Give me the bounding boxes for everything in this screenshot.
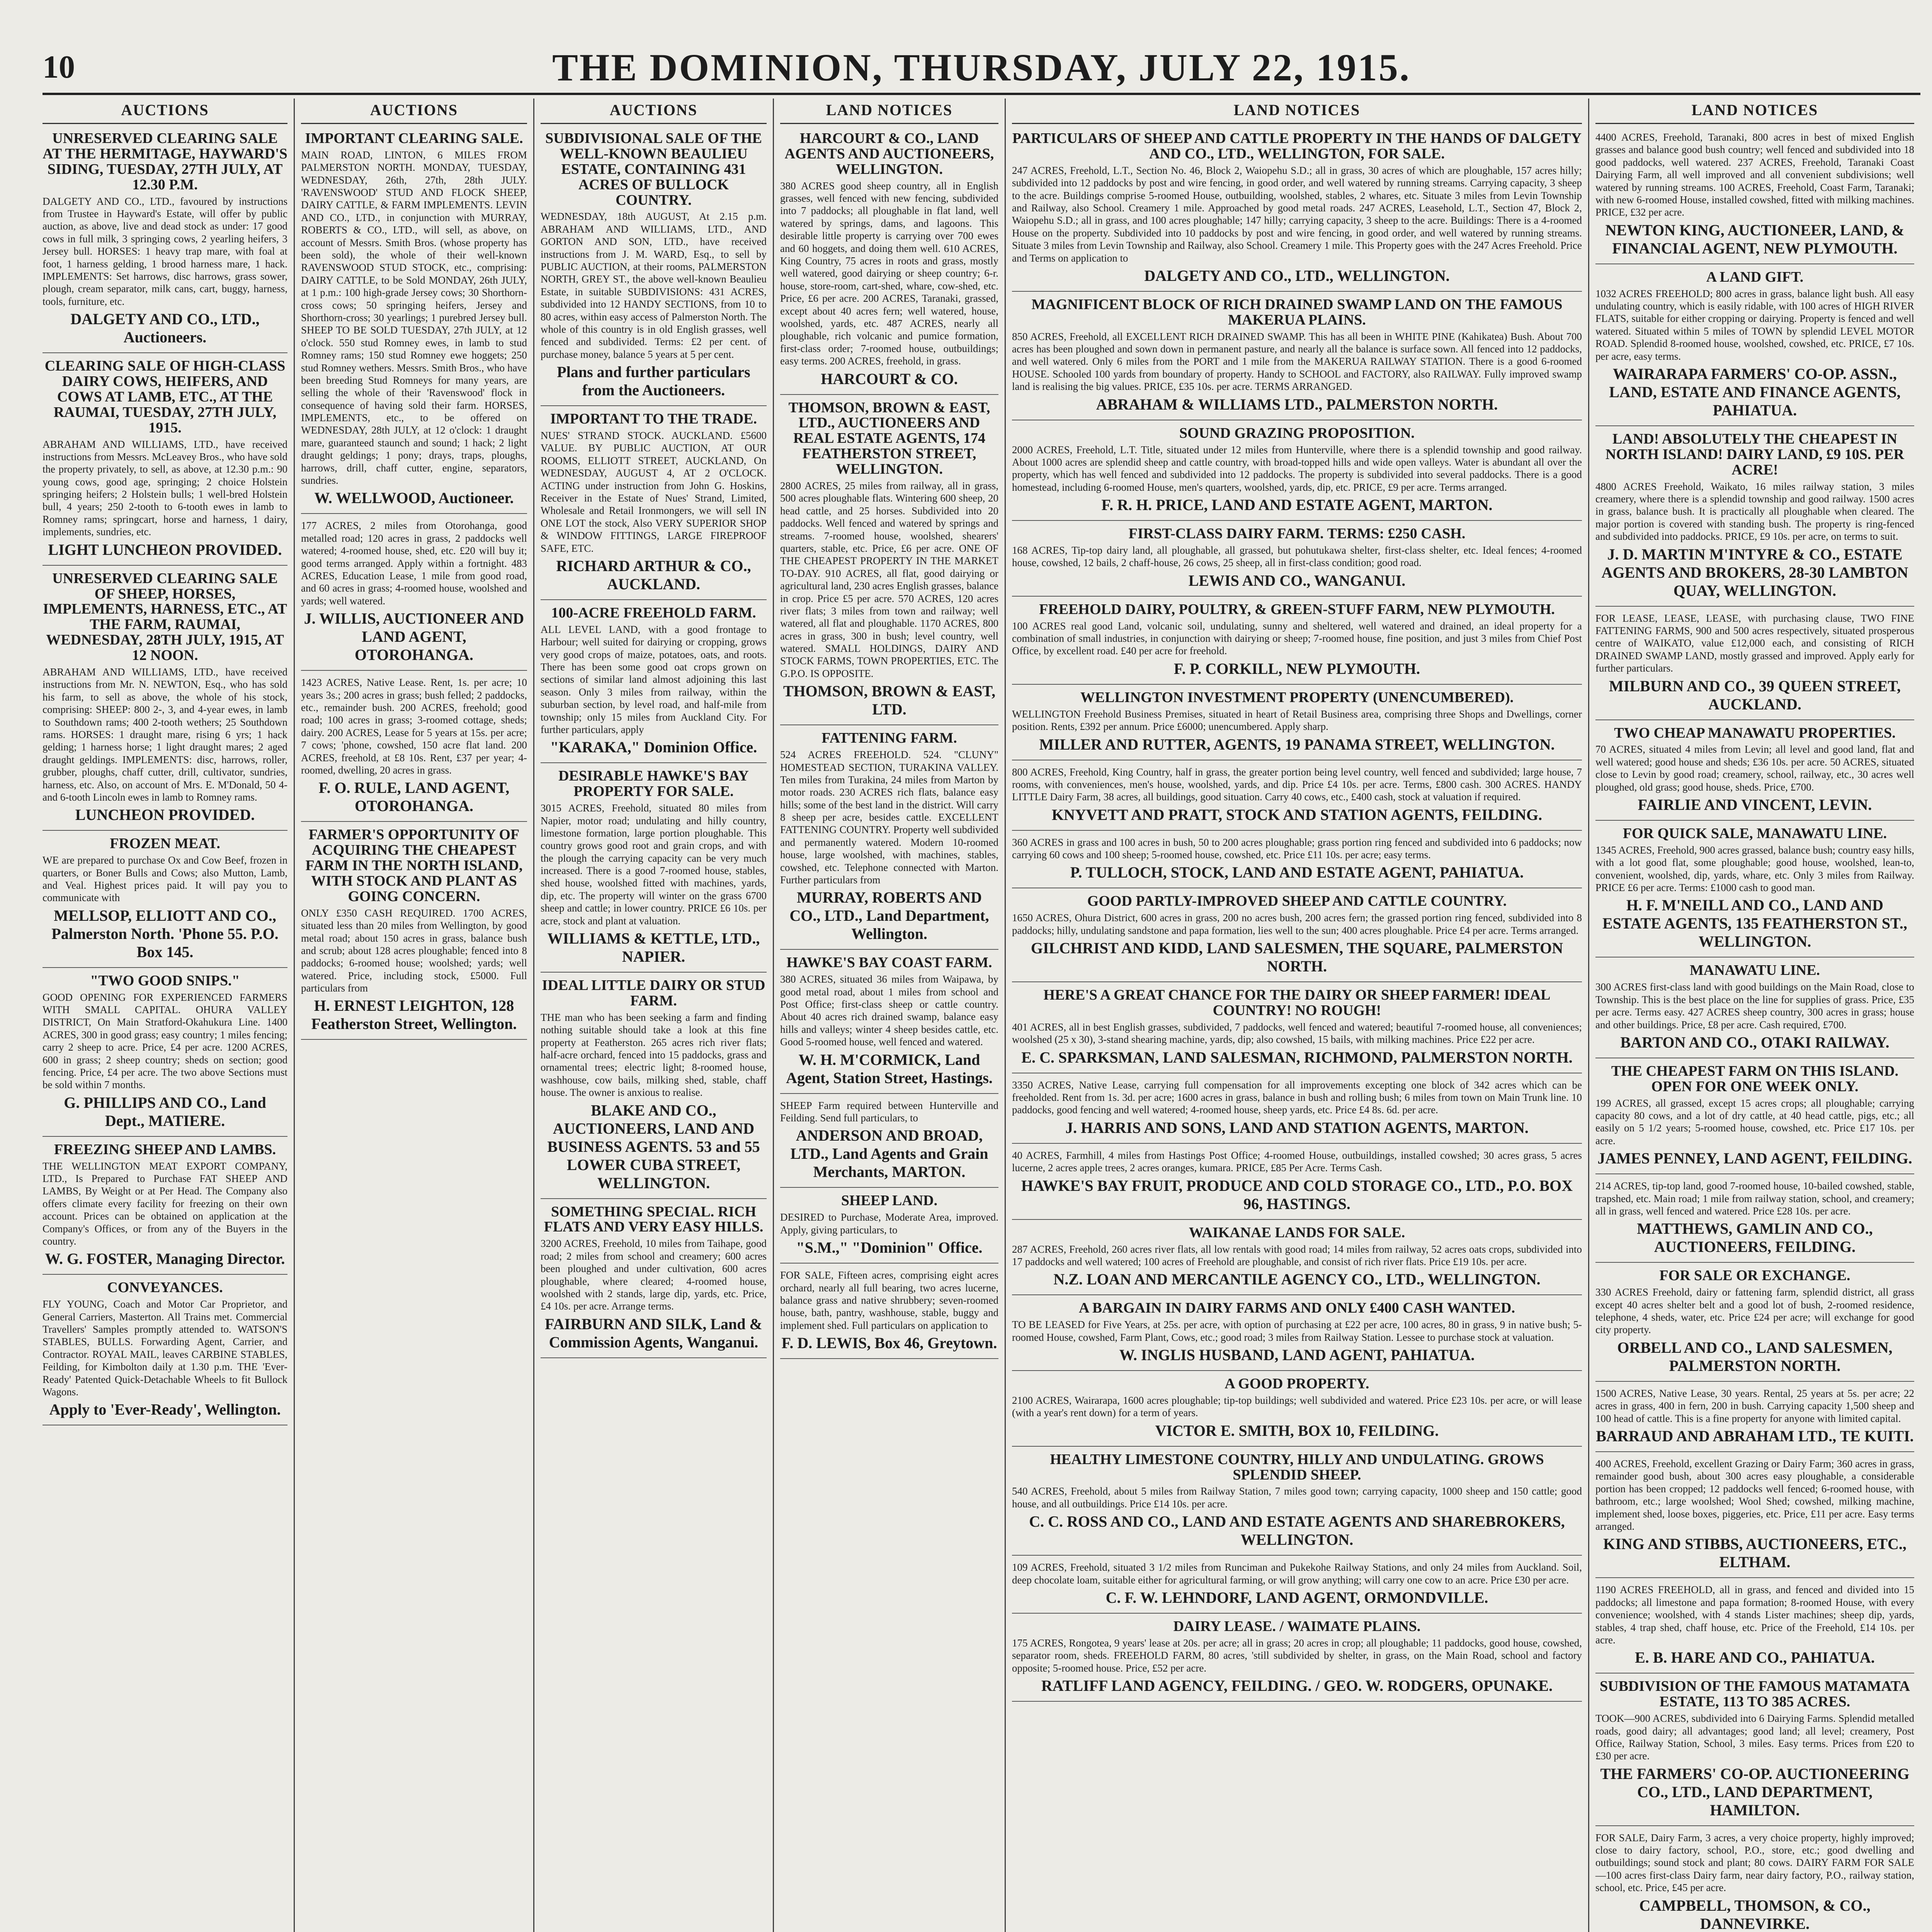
advertisement (301, 827, 527, 1040)
ad-body: 380 ACRES, situated 36 miles from Waipawa, by good metal road, about 1 miles from school and Post Office; first-class sheep or cattle country. About 40 acres rich drained swamp, balance easy hills and valleys; winter 4 sheep besides cattle, etc. Good 5-roomed house, well fenced and watered. (780, 973, 998, 1048)
advertisement (1012, 526, 1582, 597)
ad-signature: THOMSON, BROWN & EAST, LTD. (783, 682, 996, 718)
ad-signature: GILCHRIST AND KIDD, LAND SALESMEN, THE SQUARE, PALMERSTON NORTH. (1031, 939, 1563, 975)
ad-signature: C. C. ROSS AND CO., LAND AND ESTATE AGENTS AND SHAREBROKERS, WELLINGTON. (1029, 1513, 1565, 1549)
column-3 (533, 99, 773, 1932)
ad-body: 1032 ACRES FREEHOLD; 800 acres in grass, balance light bush. All easy undulating country, which is easily ridable, with 100 acres of HIGH RIVER FLATS, suitable for either cropping or dairying. Property is fenced and well watered. Situated within 5 miles of TOWN by splendid LEVEL MOTOR ROAD. Splendid 8-roomed house, woolshed, cowshed, etc. PRICE, £7 10s. per acre, easy terms. (1595, 287, 1914, 362)
advertisement (1012, 1619, 1582, 1702)
ad-body: THE man who has been seeking a farm and finding nothing suitable should take a look at this fine property at Featherston. 265 acres rich river flats; half-acre orchard, fenced into 15 paddocks, grass and ornamental trees; electric light; 8-roomed house, washhouse, cow bails, milking shed, stable, chaff house. The owner is anxious to realise. (541, 1011, 767, 1099)
ad-signature: Plans and further particulars from the Auctioneers. (557, 363, 750, 399)
ad-signature: RATLIFF LAND AGENCY, FEILDING. / GEO. W. RODGERS, OPUNAKE. (1041, 1677, 1553, 1695)
ad-heading: SUBDIVISION OF THE FAMOUS MATAMATA ESTATE, 113 TO 385 ACRES. (1600, 1678, 1910, 1710)
ad-signature: KING AND STIBBS, AUCTIONEERS, ETC., ELTHAM. (1603, 1535, 1906, 1571)
ad-signature: MILBURN AND CO., 39 QUEEN STREET, AUCKLAND. (1609, 677, 1901, 713)
advertisement (780, 400, 998, 726)
column-6 (1588, 99, 1920, 1932)
advertisement (541, 978, 767, 1199)
advertisement (1012, 1561, 1582, 1614)
ad-signature: J. WILLIS, AUCTIONEER AND LAND AGENT, OTOROHANGA. (304, 610, 524, 664)
ad-signature: RICHARD ARTHUR & CO., AUCKLAND. (556, 557, 751, 593)
ad-body: 540 ACRES, Freehold, about 5 miles from Railway Station, 7 miles good town; carrying capacity, 1000 sheep and 150 cattle; good house, and all outbuildings. Price £14 10s. per acre. (1012, 1485, 1582, 1510)
ad-body: 850 ACRES, Freehold, all EXCELLENT RICH DRAINED SWAMP. This has all been in WHITE PINE (Kahikatea) Bush. About 700 acres has been ploughed and sown down in permanent pasture, and nearly all the balance is surface sown. All fenced into 12 paddocks, and well watered. Only 6 miles from the PORT and 1 mile from the MAKERUA RAILWAY STATION. There is a good 6-roomed HOUSE. Schooled 100 yards from boundary of property. Handy to SCHOOL and FACTORY, also RAILWAY. Fully improved swamp land is realising the big values. PRICE, £35 10s. per acre. TERMS ARRANGED. (1012, 330, 1582, 393)
advertisement (1595, 1583, 1914, 1673)
ad-signature: WAIRARAPA FARMERS' CO-OP. ASSN., LAND, ESTATE AND FINANCE AGENTS, PAHIATUA. (1609, 365, 1901, 419)
ad-signature: J. D. MARTIN M'INTYRE & CO., ESTATE AGENTS AND BROKERS, 28-30 LAMBTON QUAY, WELLINGTON. (1601, 545, 1908, 599)
advertisement (43, 359, 287, 566)
ad-signature: MELLSOP, ELLIOTT AND CO., Palmerston North. 'Phone 55. P.O. Box 145. (51, 906, 279, 961)
advertisement (1012, 1079, 1582, 1144)
advertisement (541, 131, 767, 406)
ad-heading: FATTENING FARM. (821, 730, 957, 747)
ad-body: 168 ACRES, Tip-top dairy land, all ploughable, all grassed, but pohutukawa shelter, first-class shelter, etc. Ideal fences; 4-roomed house, cowshed, 12 bails, 2 chaff-house, 26 cows, 25 sheep, all in first-class condition; good road. (1012, 544, 1582, 569)
ad-heading: SUBDIVISIONAL SALE OF THE WELL-KNOWN BEAULIEU ESTATE, CONTAINING 431 ACRES OF BULLOCK COUNTRY. (545, 130, 762, 208)
advertisement (43, 131, 287, 353)
ad-body: 4400 ACRES, Freehold, Taranaki, 800 acres in best of mixed English grasses and balance good bush country; well fenced and subdivided into 18 good paddocks, well watered. 237 ACRES, Freehold, Taranaki Coast Dairying Farm, all well improved and all convenient subdivisions; well watered by running streams. 100 ACRES, Freehold, Coast Farm, Taranaki; with new 6-roomed House, installed cowshed, fitted with milking machines. PRICE, £32 per acre. (1595, 131, 1914, 218)
column-heading: AUCTIONS (301, 99, 527, 124)
column-heading: LAND NOTICES (1595, 99, 1914, 124)
ad-heading: MAGNIFICENT BLOCK OF RICH DRAINED SWAMP LAND ON THE FAMOUS MAKERUA PLAINS. (1031, 296, 1563, 328)
column-heading: LAND NOTICES (780, 99, 998, 124)
ad-body: 4800 ACRES Freehold, Waikato, 16 miles railway station, 3 miles creamery, where there is a splendid township and good railway. 1500 acres in grass, balance bush. It is practically all ploughable when cleared. The major portion is covered with standing bush. The property is ring-fenced and subdivided into paddocks. PRICE, £9 10s. per acre, on terms to suit. (1595, 480, 1914, 543)
ad-body: TOOK—900 ACRES, subdivided into 6 Dairying Farms. Splendid metalled roads, good dairy; all advantages; good land; all level; creamery, Post Office, Railway Station, School, 3 miles. Easy terms. Prices from £20 to £30 per acre. (1595, 1713, 1914, 1762)
ad-body: 360 ACRES in grass and 100 acres in bush, 50 to 200 acres ploughable; grass portion ring fenced and subdivided into 6 paddocks; now carrying 60 cows and 100 sheep; 5-roomed house, cowshed, etc. Price £11 10s. per acre; easy terms. (1012, 836, 1582, 861)
ad-heading: CLEARING SALE OF HIGH-CLASS DAIRY COWS, HEIFERS, AND COWS AT LAMB, ETC., AT THE RAUMAI, TUESDAY, 27TH JULY, 1915. (44, 358, 286, 436)
ad-heading: WELLINGTON INVESTMENT PROPERTY (UNENCUMBERED). (1080, 689, 1514, 706)
advertisement (780, 1099, 998, 1188)
advertisement (780, 1269, 998, 1359)
ad-signature: BARTON AND CO., OTAKI RAILWAY. (1620, 1033, 1889, 1051)
ad-body: 330 ACRES Freehold, dairy or fattening farm, splendid district, all grass except 40 acres shelter belt and a good lot of bush, 2-roomed residence, telephone, 4 sheds, water, etc. Price £24 per acre; will exchange for good city property. (1595, 1286, 1914, 1336)
ad-body: 177 ACRES, 2 miles from Otorohanga, good metalled road; 120 acres in grass, 2 paddocks well watered; 4-roomed house, shed, etc. £20 will buy it; good terms arranged. Apply within a fortnight. 483 ACRES, Education Lease, 1 mile from good road, and 60 acres in grass; 4-roomed house, woolshed and yards; well watered. (301, 520, 527, 607)
ad-body: 175 ACRES, Rongotea, 9 years' lease at 20s. per acre; all in grass; 20 acres in crop; all ploughable; 11 paddocks, good house, cowshed, separator room, sheds. FREEHOLD FARM, 80 acres, 'still subdivided by shelter, in grass, on the Main Road, school and factory opposite; 5-roomed house. Price, £52 per acre. (1012, 1637, 1582, 1674)
ad-body: ABRAHAM AND WILLIAMS, LTD., have received instructions from Messrs. McLeavey Bros., who have sold the property privately, to sell, as above, at 12.30 p.m.: 90 young cows, good age, springing; 2 choice Holstein springing heifers; 2 Holstein bulls; 1 well-bred Holstein bull, 4 years; 250 2-tooth to 6-tooth ewes in lamb to Romney rams; springcart, horse and harness, 1 dairy, implements, sundries, etc. (43, 438, 287, 538)
ad-signature: LUNCHEON PROVIDED. (75, 806, 255, 824)
page-number: 10 (43, 49, 75, 85)
ad-heading: FIRST-CLASS DAIRY FARM. TERMS: £250 CASH. (1128, 526, 1466, 542)
advertisement (1595, 1064, 1914, 1174)
advertisement (1595, 1832, 1914, 1932)
advertisement (43, 571, 287, 831)
advertisement (541, 605, 767, 763)
ad-heading: SOUND GRAZING PROPOSITION. (1179, 425, 1415, 441)
ad-signature: JAMES PENNEY, LAND AGENT, FEILDING. (1597, 1150, 1912, 1167)
ad-body: 1423 ACRES, Native Lease. Rent, 1s. per acre; 10 years 3s.; 200 acres in grass; bush felled; 2 paddocks, etc., remainder bush. 200 ACRES, freehold; good road; 100 acres in grass; 3-roomed cottage, sheds; dairy. 200 ACRES, Lease for 5 years at 15s. per acre; 7 cows; 'phone, cowshed, 150 acre flat land. 200 ACRES, freehold, at £8 10s. Rent, £37 per year; 4-roomed, dwelling, 20 acres in grass. (301, 677, 527, 776)
column-1 (43, 99, 294, 1932)
ad-body: 1345 ACRES, Freehold, 900 acres grassed, balance bush; country easy hills, with a lot good flat, some ploughable; good house, woolshed, lean-to, convenient, woolshed, dip, yards, whare, etc. Only 3 miles from Railway. PRICE £6 per acre. Terms: £1000 cash to good man. (1595, 844, 1914, 894)
advertisement (1595, 1180, 1914, 1263)
ad-heading: A LAND GIFT. (1706, 269, 1804, 285)
ad-body: 100 ACRES real good Land, volcanic soil, undulating, sunny and sheltered, well watered and drained, an ideal property for a combination of small industries, in conjunction with dairying or sheep; 7-roomed house, fine position, and just 3 miles from Chief Post Office, by excellent road. £40 per acre for freehold. (1012, 620, 1582, 657)
ad-signature: N.Z. LOAN AND MERCANTILE AGENCY CO., LTD., WELLINGTON. (1053, 1270, 1541, 1288)
ad-signature: P. TULLOCH, STOCK, LAND AND ESTATE AGENT, PAHIATUA. (1070, 864, 1524, 881)
ad-signature: W. WELLWOOD, Auctioneer. (314, 489, 514, 507)
ad-heading: FROZEN MEAT. (110, 835, 220, 852)
column-heading: AUCTIONS (541, 99, 767, 124)
ad-heading: WAIKANAE LANDS FOR SALE. (1189, 1224, 1405, 1241)
columns-container (43, 99, 1920, 1932)
ad-body: WEDNESDAY, 18th AUGUST, At 2.15 p.m. ABRAHAM AND WILLIAMS, LTD., AND GORTON AND SON, LTD., have received instructions from J. M. WARD, Esq., to sell by PUBLIC AUCTION, at their rooms, PALMERSTON NORTH, GREY ST., the above well-known Beaulieu Estate, in suitable SUBDIVISIONS: 431 ACRES, subdivided into 12 HANDY SECTIONS, from 10 to 80 acres, within easy access of Palmerston North. The whole of this country is in old English grasses, well fenced and subdivided. Terms: £2 per cent. of purchase money, balance 5 years at 5 per cent. (541, 211, 767, 360)
advertisement (1595, 1268, 1914, 1381)
advertisement (1595, 270, 1914, 426)
advertisement (1012, 836, 1582, 889)
ad-body: 1500 ACRES, Native Lease, 30 years. Rental, 25 years at 5s. per acre; 22 acres in grass, 400 in fern, 200 in bush. Carrying capacity 1,500 sheep and 100 head of cattle. This is a fine property for anyone with limited capital. (1595, 1387, 1914, 1424)
ad-body: ABRAHAM AND WILLIAMS, LTD., have received instructions from Mr. N. NEWTON, Esq., who has sold his farm, to sell as above, the whole of his stock, comprising: SHEEP: 800 2-, 3, and 4-year ewes, in lamb to Southdown rams; 400 2-tooth wethers; 25 Southdown rams. HORSES: 1 draught mare, rising 6 yrs; 1 hack gelding; 1 harness horse; 1 light draught mares; 2 aged draught geldings. IMPLEMENTS: disc, harrows, roller, grubber, ploughs, chaff cutter, drill, cultivator, sundries, harness, etc. Also, on account of Mrs. E. M'Donald, 50 4- and 6-tooth Lincoln ewes in lamb to Romney rams. (43, 666, 287, 803)
ad-heading: CONVEYANCES. (107, 1279, 223, 1296)
advertisement (541, 412, 767, 600)
ad-heading: DESIRABLE HAWKE'S BAY PROPERTY FOR SALE. (558, 768, 749, 800)
ad-signature: W. INGLIS HUSBAND, LAND AGENT, PAHIATUA. (1119, 1346, 1475, 1364)
masthead (43, 44, 1920, 95)
column-heading: AUCTIONS (43, 99, 287, 124)
advertisement (1012, 602, 1582, 685)
ad-body: TO BE LEASED for Five Years, at 25s. per acre, with option of purchasing at £22 per acre, 100 acres, 80 in grass, 9 in native bush; 5-roomed House, cowshed, Farm Plant, Cows, etc.; good road; 3 miles from Railway Station. Lessee to purchase stock at valuation. (1012, 1319, 1582, 1343)
advertisement (1595, 1458, 1914, 1578)
ad-signature: DALGETY AND CO., LTD., Auctioneers. (70, 310, 260, 346)
ad-body: DESIRED to Purchase, Moderate Area, improved. Apply, giving particulars, to (780, 1211, 998, 1236)
ad-heading: GOOD PARTLY-IMPROVED SHEEP AND CATTLE COUNTRY. (1087, 893, 1507, 910)
ad-signature: W. H. M'CORMICK, Land Agent, Station Street, Hastings. (786, 1051, 993, 1087)
ad-heading: FREEHOLD DAIRY, POULTRY, & GREEN-STUFF FARM, NEW PLYMOUTH. (1039, 601, 1555, 617)
ad-heading: DAIRY LEASE. / WAIMATE PLAINS. (1173, 1618, 1421, 1634)
ad-body: 401 ACRES, all in best English grasses, subdivided, 7 paddocks, well fenced and watered; beautiful 7-roomed house, all conveniences; woolshed (25 x 30), 3-stand shearing machine, yards, dip; also cowshed, 15 bails, with milking machines. Price £22 per acre. (1012, 1021, 1582, 1046)
advertisement (780, 731, 998, 950)
advertisement (1012, 426, 1582, 521)
advertisement (1012, 1376, 1582, 1447)
advertisement (301, 131, 527, 514)
ad-body: ONLY £350 CASH REQUIRED. 1700 ACRES, situated less than 20 miles from Wellington, by good metal road; about 150 acres in grass, balance bush and scrub; about 128 acres ploughable; fenced into 8 paddocks; 6-roomed house; woolshed; yards; well watered. Price, including stock, £5000. Full particulars from (301, 907, 527, 994)
advertisement (1595, 726, 1914, 821)
advertisement (1595, 612, 1914, 720)
ad-heading: PARTICULARS OF SHEEP AND CATTLE PROPERTY IN THE HANDS OF DALGETY AND CO., LTD., WELLINGTON, FOR SALE. (1012, 130, 1582, 162)
ad-heading: THOMSON, BROWN & EAST, LTD., AUCTIONEERS AND REAL ESTATE AGENTS, 174 FEATHERSTON STREET, WELLINGTON. (788, 399, 990, 478)
ad-signature: ANDERSON AND BROAD, LTD., Land Agents and Grain Merchants, MARTON. (790, 1127, 988, 1181)
ad-body: 380 ACRES good sheep country, all in English grasses, well fenced with new fencing, subdivided into 7 paddocks; all ploughable in flat land, well watered by springs, dams, and lagoons. This desirable little property is carrying over 700 ewes and 60 hoggets, and doing them well. 610 ACRES, King Country, 75 acres in roots and grass, mostly well watered, good dairying or sheep country; 6-r. house, store-room, cart-shed, whare, cow-shed, etc. Price, £6 per acre. 200 ACRES, Taranaki, grassed, except about 40 acres fern; well watered, house, woolshed, yards, etc. 487 ACRES, nearly all ploughable, rich volcanic and pumice formation, first-class order; 7-roomed house, outbuildings; easy terms. 200 ACRES, freehold, in grass. (780, 180, 998, 367)
ad-body: 2100 ACRES, Wairarapa, 1600 acres ploughable; tip-top buildings; well subdivided and watered. Price £23 10s. per acre, or will lease (with a year's rent down) for a term of years. (1012, 1394, 1582, 1419)
advertisement (1012, 690, 1582, 760)
ad-signature: CAMPBELL, THOMSON, & CO., DANNEVIRKE. (1639, 1896, 1871, 1932)
newspaper-title: THE DOMINION, THURSDAY, JULY 22, 1915. (552, 46, 1411, 89)
ad-body: FLY YOUNG, Coach and Motor Car Proprietor, and General Carriers, Masterton. All Trains met. Commercial Travellers' Samples promptly attended to. WATSON'S STABLES, BULLS. Forwarding Agent, Carrier, and Contractor. ROYAL MAIL, leaves CARBINE STABLES, Feilding, for Kimbolton daily at 1.30 p.m. THE 'Ever-Ready' Patented Quick-Detachable Wheels to fit Bullock Wagons. (43, 1298, 287, 1398)
ad-heading: UNRESERVED CLEARING SALE OF SHEEP, HORSES, IMPLEMENTS, HARNESS, ETC., AT THE FARM, RAUMAI, WEDNESDAY, 28TH JULY, 1915, AT 12 NOON. (43, 570, 287, 664)
ad-heading: IDEAL LITTLE DAIRY OR STUD FARM. (542, 977, 765, 1009)
ad-body: 247 ACRES, Freehold, L.T., Section No. 46, Block 2, Waiopehu S.D.; all in grass, 30 acres of which are ploughable, 157 acres hilly; subdivided into 12 paddocks by post and wire fencing, in good order, and well watered by running streams. Carrying capacity, 3 sheep to the acre. Buildings comprise 5-roomed House, outbuilding, woolshed, stables, 2 whares, etc. Situate 3 miles from Levin Township and Railway, also School. Creamery 1 mile. Approached by good metal roads. 247 ACRES, Leasehold, L.T., Section 47, Block 2, Waiopehu S.D.; all in grass, and 100 acres ploughable; 147 hilly; carrying capacity, 3 sheep to the acre. Buildings: There is a 4-roomed House on the property. Subdivided into 10 paddocks by post and wire fencing, in good order, and well watered by running streams. Situate 3 miles from Levin Township and Railway, also School. Creamery 1 mile. This Property goes with the 247 Acres Freehold. Price and Terms on application to (1012, 164, 1582, 264)
ad-signature: HARCOURT & CO. (821, 370, 958, 388)
ad-body: 109 ACRES, Freehold, situated 3 1/2 miles from Runciman and Pukekohe Railway Stations, and only 24 miles from Auckland. Soil, deep chocolate loam, suitable either for agricultural farming, or will grow anything; will carry one cow to an acre. Price £30 per acre. (1012, 1561, 1582, 1586)
ad-heading: A BARGAIN IN DAIRY FARMS AND ONLY £400 CASH WANTED. (1079, 1300, 1515, 1316)
advertisement (301, 676, 527, 822)
ad-signature: LIGHT LUNCHEON PROVIDED. (48, 541, 282, 558)
ad-heading: FREEZING SHEEP AND LAMBS. (54, 1141, 276, 1158)
ad-body: 287 ACRES, Freehold, 260 acres river flats, all low rentals with good road; 14 miles from railway, 52 acres oats crops, subdivided into 17 paddocks and well watered; 100 acres of Freehold are ploughable, and consist of rich river flats. Price £19 10s. per acre. (1012, 1243, 1582, 1267)
ad-body: 3350 ACRES, Native Lease, carrying full compensation for all improvements excepting one block of 342 acres which can be freeholded. Rent from 1s. 3d. per acre; 1600 acres in grass, balance in bush and rolling bush; 6 miles from town on Main Trunk line. 10 paddocks, good fencing and well watered; 4-roomed house, sheep yards, etc. Price £4 8s. 6d. per acre. (1012, 1079, 1582, 1116)
ad-heading: SOMETHING SPECIAL. RICH FLATS AND VERY EASY HILLS. (544, 1203, 764, 1235)
ad-heading: HEALTHY LIMESTONE COUNTRY, HILLY AND UNDULATING. GROWS SPLENDID SHEEP. (1050, 1451, 1544, 1483)
ad-signature: F. R. H. PRICE, LAND AND ESTATE AGENT, MARTON. (1101, 496, 1493, 514)
ad-signature: NEWTON KING, AUCTIONEER, LAND, & FINANCIAL AGENT, NEW PLYMOUTH. (1605, 221, 1905, 257)
advertisement (43, 973, 287, 1137)
advertisement (780, 131, 998, 395)
ad-body: 3015 ACRES, Freehold, situated 80 miles from Napier, motor road; undulating and hilly country, limestone formation, large portion ploughable. This country grows good root and grain crops, and with the plough the carrying capacity can be very much increased. There is a good 7-roomed house, stables, shed house, woolshed fitted with machines, yards, dip, etc. The property will winter on the grass 6700 sheep and cattle; in lower country. PRICE £6 10s. per acre, stock and plant at valuation. (541, 802, 767, 927)
ad-signature: KNYVETT AND PRATT, STOCK AND STATION AGENTS, FEILDING. (1051, 806, 1543, 823)
advertisement (1595, 131, 1914, 264)
advertisement (1012, 1225, 1582, 1296)
ad-signature: FAIRLIE AND VINCENT, LEVIN. (1638, 796, 1872, 813)
advertisement (1595, 1679, 1914, 1826)
ad-body: 524 ACRES FREEHOLD. 524. "CLUNY" HOMESTEAD SECTION, TURAKINA VALLEY. Ten miles from Turakina, 24 miles from Marton by motor roads. 230 ACRES rich flats, balance easy hills; some of the best land in the district. Will carry 8 sheep per acre, besides cattle. EXCELLENT FATTENING COUNTRY. Property well subdivided and permanently watered. Modern 10-roomed house, large woolshed, with machines, stables, cowshed, etc. Telephone connected with Marton. Further particulars from (780, 749, 998, 886)
ad-heading: FARMER'S OPPORTUNITY OF ACQUIRING THE CHEAPEST FARM IN THE NORTH ISLAND, WITH STOCK AND PLANT AS GOING CONCERN. (305, 827, 523, 905)
ad-heading: A GOOD PROPERTY. (1225, 1375, 1369, 1392)
ad-body: MAIN ROAD, LINTON, 6 MILES FROM PALMERSTON NORTH. MONDAY, TUESDAY, WEDNESDAY, 26th, 27th, 28th JULY. 'RAVENSWOOD' STUD AND FLOCK SHEEP, DAIRY CATTLE, & FARM IMPLEMENTS. LEVIN AND CO., LTD., in conjunction with MURRAY, ROBERTS & CO., LTD., will sell, as above, on account of Messrs. Smith Bros. (whose property has been sold), the whole of their well-known RAVENSWOOD STUD STOCK, etc., comprising: DAIRY CATTLE, to be Sold MONDAY, 26th JULY, at 1 p.m.: 100 high-grade Jersey cows; 30 Shorthorn-cross cows; 50 springing heifers, Jersey and Shorthorn-cross; 30 yearlings; 1 purebred Jersey bull. SHEEP TO BE SOLD TUESDAY, 27th JULY, at 12 o'clock. 550 stud Romney ewes, in lamb to stud Romney rams; 150 stud Romney ewe hoggets; 250 stud Romney wethers. Messrs. Smith Bros., who have been breeding Stud Romneys for many years, are selling the whole of their 'Ravenswood' flock in consequence of having sold their farm. HORSES, IMPLEMENTS, etc., to be offered on WEDNESDAY, 28th JULY, at 12 o'clock: 1 draught mare, guaranteed staunch and sound; 1 hack; 2 light draught geldings; 1 pony; drays, traps, ploughs, harrows, drill, chaff cutter, engine, separators, sundries. (301, 149, 527, 486)
ad-body: THE WELLINGTON MEAT EXPORT COMPANY, LTD., Is Prepared to Purchase FAT SHEEP AND LAMBS, By Weight or at Per Head. The Company also offers climate every facility for freezing on their own account. Prices can be obtained on application at the Company's Offices, or from any of the Buyers in the country. (43, 1160, 287, 1247)
ad-signature: LEWIS AND CO., WANGANUI. (1188, 571, 1406, 589)
ad-body: NUES' STRAND STOCK. AUCKLAND. £5600 VALUE. BY PUBLIC AUCTION, AT OUR ROOMS, ELLIOTT STREET, AUCKLAND, On WEDNESDAY, AUGUST 4, AT 2 O'CLOCK. ACTING under instruction from John G. Hoskins, Receiver in the Estate of Nues' Strand, Limited, Wholesale and Retail Ironmongers, we will sell IN ONE LOT the stock, Also VERY SUPERIOR SHOP & WINDOW FITTINGS, LARGE FIREPROOF SAFE, ETC. (541, 430, 767, 554)
advertisement (780, 955, 998, 1094)
ad-body: FOR SALE, Fifteen acres, comprising eight acres orchard, nearly all full bearing, two acres lucerne, balance grass and native shrubbery; seven-roomed house, bath, pantry, washhouse, stable, buggy and implement shed. Full particulars on application to (780, 1269, 998, 1331)
ad-heading: 100-ACRE FREEHOLD FARM. (551, 604, 756, 621)
advertisement (1012, 1149, 1582, 1220)
ad-body: WELLINGTON Freehold Business Premises, situated in heart of Retail Business area, comprising three Shops and Dwellings, corner position. Rents, £392 per annum. Price £6000; unencumbered. Apply sharp. (1012, 708, 1582, 733)
ad-signature: WILLIAMS & KETTLE, LTD., NAPIER. (547, 930, 760, 966)
ad-signature: MILLER AND RUTTER, AGENTS, 19 PANAMA STREET, WELLINGTON. (1039, 735, 1555, 753)
advertisement (1012, 894, 1582, 982)
column-heading: LAND NOTICES (1012, 99, 1582, 124)
ad-heading: "TWO GOOD SNIPS." (90, 972, 240, 989)
ad-signature: "KARAKA," Dominion Office. (550, 738, 757, 756)
ad-signature: G. PHILLIPS AND CO., Land Dept., MATIERE. (64, 1094, 266, 1129)
column-5 (1005, 99, 1588, 1932)
ad-signature: F. O. RULE, LAND AGENT, OTOROHANGA. (318, 779, 510, 815)
ad-signature: ORBELL AND CO., LAND SALESMEN, PALMERSTON NORTH. (1617, 1338, 1893, 1374)
ad-signature: THE FARMERS' CO-OP. AUCTIONEERING CO., LTD., LAND DEPARTMENT, HAMILTON. (1600, 1765, 1910, 1819)
ad-heading: THE CHEAPEST FARM ON THIS ISLAND. OPEN FOR ONE WEEK ONLY. (1611, 1063, 1899, 1095)
ad-signature: VICTOR E. SMITH, BOX 10, FEILDING. (1155, 1422, 1439, 1439)
ad-signature: J. HARRIS AND SONS, LAND AND STATION AGENTS, MARTON. (1065, 1119, 1529, 1136)
ad-signature: F. D. LEWIS, Box 46, Greytown. (781, 1334, 997, 1352)
advertisement (1012, 131, 1582, 292)
ad-signature: H. ERNEST LEIGHTON, 128 Featherston Street, Wellington. (311, 997, 517, 1033)
ad-signature: MURRAY, ROBERTS AND CO., LTD., Land Department, Wellington. (789, 889, 989, 943)
ad-body: 300 ACRES first-class land with good buildings on the Main Road, close to Township. This is the best place on the line for supplies of grass. Price, £35 per acre. Terms easy. 427 ACRES sheep country, 300 acres in grass; house and other buildings. Price, £8 per acre. Cash required, £700. (1595, 981, 1914, 1031)
ad-signature: BARRAUD AND ABRAHAM LTD., TE KUITI. (1596, 1427, 1914, 1445)
ad-body: 800 ACRES, Freehold, King Country, half in grass, the greater portion being level country, well fenced and subdivided; large house, 7 rooms, with conveniences, men's house, woolshed, yards, and dip. Price £4 10s. per acre. Terms, £800 cash. 300 ACRES. HANDY LITTLE Dairy Farm, 38 acres, all buildings, good situation. Carry 40 cows, etc., £400 cash, stock at valuation if required. (1012, 766, 1582, 803)
column-4 (773, 99, 1005, 1932)
ad-body: DALGETY AND CO., LTD., favoured by instructions from Trustee in Hayward's Estate, will offer by public auction, as above, live and dead stock as under: 17 good cows in full milk, 3 springing cows, 2 yearling heifers, 3 Jersey bull. HORSES: 1 heavy trap mare, with foal at foot, 1 harness gelding, 1 brood harness mare, 1 hack. IMPLEMENTS: Set harrows, disc harrows, grass sower, plough, cream separator, milk cans, cart, buggy, harness, tools, furniture, etc. (43, 195, 287, 307)
ad-heading: UNRESERVED CLEARING SALE AT THE HERMITAGE, HAYWARD'S SIDING, TUESDAY, 27TH JULY, AT 12.30 P.M. (43, 130, 287, 193)
ad-heading: LAND! ABSOLUTELY THE CHEAPEST IN NORTH ISLAND! DAIRY LAND, £9 10S. PER ACRE! (1605, 430, 1904, 478)
ad-heading: SHEEP LAND. (841, 1192, 938, 1209)
advertisement (43, 1280, 287, 1425)
ad-signature: H. F. M'NEILL AND CO., LAND AND ESTATE AGENTS, 135 FEATHERSTON ST., WELLINGTON. (1602, 896, 1907, 951)
advertisement (1595, 1387, 1914, 1452)
ad-heading: FOR SALE OR EXCHANGE. (1659, 1267, 1850, 1284)
advertisement (1595, 826, 1914, 957)
advertisement (1012, 766, 1582, 831)
advertisement (43, 1142, 287, 1275)
ad-signature: C. F. W. LEHNDORF, LAND AGENT, ORMONDVILLE. (1105, 1589, 1488, 1606)
advertisement (43, 836, 287, 968)
ad-body: 1190 ACRES FREEHOLD, all in grass, and fenced and divided into 15 paddocks; all limestone and papa formation; 8-roomed House, with every convenience; woolshed, with 4 stands Lister machines; sheep dip, yards, stables, 4 trap shed, chaff house, etc. Price of the Freehold, £14 10s. per acre. (1595, 1584, 1914, 1646)
ad-body: 2800 ACRES, 25 miles from railway, all in grass, 500 acres ploughable flats. Wintering 600 sheep, 20 head cattle, and 25 horses. Subdivided into 20 paddocks. Well fenced and watered by springs and streams. 7-roomed house, woolshed, shearers' quarters, stable, etc. Price, £6 per acre. ONE OF THE CHEAPEST PROPERTY IN THE MARKET TO-DAY. 910 ACRES, all flat, good dairying or agricultural land, 230 acres English grasses, balance in crop. Price £5 per acre. 570 ACRES, 120 acres river flats; 3 miles from town and railway; well watered, all flat and ploughable. 1170 ACRES, 800 acres in grass, 300 in bush; level country, well watered. SMALL HOLDINGS, DAIRY AND STOCK FARMS, TOWN PROPERTIES, ETC. The G.P.O. IS OPPOSITE. (780, 480, 998, 679)
ad-heading: IMPORTANT CLEARING SALE. (305, 130, 523, 146)
ad-signature: E. B. HARE AND CO., PAHIATUA. (1635, 1649, 1875, 1667)
ad-body: 1650 ACRES, Ohura District, 600 acres in grass, 200 no acres bush, 200 acres fern; the grassed portion ring fenced, subdivided into 8 paddocks; hilly, undulating sandstone and papa formation, lies well to the sun; 400 acres ploughable. Price £4 per acre. Terms arranged. (1012, 912, 1582, 936)
advertisement (1012, 297, 1582, 420)
ad-body: 400 ACRES, Freehold, excellent Grazing or Dairy Farm; 360 acres in grass, remainder good bush, about 300 acres easy ploughable, a considerable portion has been cropped; 12 paddocks well fenced; 6-roomed house, with bathroom, etc.; large woolshed; Wool Shed; cowshed, milking machine, implement shed, loose boxes, piggeries, etc. Price, £11 per acre. Easy terms arranged. (1595, 1458, 1914, 1532)
advertisement (780, 1193, 998, 1264)
ad-signature: FAIRBURN AND SILK, Land & Commission Agents, Wanganui. (545, 1315, 762, 1351)
advertisement (1012, 1301, 1582, 1371)
ad-heading: MANAWATU LINE. (1689, 962, 1820, 979)
advertisement (1595, 432, 1914, 607)
ad-signature: ABRAHAM & WILLIAMS LTD., PALMERSTON NORTH. (1096, 395, 1498, 413)
ad-heading: TWO CHEAP MANAWATU PROPERTIES. (1614, 724, 1896, 741)
ad-signature: BLAKE AND CO., AUCTIONEERS, LAND AND BUSINESS AGENTS. 53 and 55 LOWER CUBA STREET, WELLINGTON. (547, 1101, 760, 1192)
ad-body: 70 ACRES, situated 4 miles from Levin; all level and good land, flat and well watered; good house and sheds; £36 10s. per acre. 50 ACRES, situated close to Levin by good road; creamery, school, railway, etc., 30 acres well ploughed, old grass; good house, sheds. Price, £700. (1595, 743, 1914, 793)
ad-body: FOR LEASE, LEASE, LEASE, with purchasing clause, TWO FINE FATTENING FARMS, 900 and 500 acres respectively, situated prosperous centre of WAIKATO, value £12,000 each, and consisting of RICH DRAINED SWAMP LAND, mostly grassed and improved. Apply early for further particulars. (1595, 612, 1914, 674)
column-2 (294, 99, 533, 1932)
ad-body: 214 ACRES, tip-top land, good 7-roomed house, 10-bailed cowshed, stable, trapshed, etc. Main road; 1 mile from railway station, school, and creamery; all in grass, well fenced and watered. Price £28 10s. per acre. (1595, 1180, 1914, 1217)
ad-signature: W. G. FOSTER, Managing Director. (45, 1250, 285, 1268)
ad-body: 40 ACRES, Farmhill, 4 miles from Hastings Post Office; 4-roomed House, outbuildings, installed cowshed; 30 acres grass, 5 acres lucerne, 2 acres apple trees, 2 acres oranges, kumara. PRICE, £85 Per Acre. Terms Cash. (1012, 1149, 1582, 1174)
ad-signature: HAWKE'S BAY FRUIT, PRODUCE AND COLD STORAGE CO., LTD., P.O. BOX 96, HASTINGS. (1021, 1177, 1573, 1213)
ad-body: ALL LEVEL LAND, with a good frontage to Harbour; well suited for dairying or cropping, grows very good crops of maize, potatoes, oats, and roots. There has been some good oat crops grown on sections of similar land almost adjoining this last season. Only 3 miles from railway, within the suburban section, by level road, and half-mile from township; only 15 miles from Auckland City. For further particulars, apply (541, 623, 767, 735)
advertisement (301, 519, 527, 671)
ad-heading: HERE'S A GREAT CHANCE FOR THE DAIRY OR SHEEP FARMER! IDEAL COUNTRY! NO ROUGH! (1043, 987, 1551, 1019)
advertisement (1012, 988, 1582, 1073)
ad-body: WE are prepared to purchase Ox and Cow Beef, frozen in quarters, or Boner Bulls and Cows; also Mutton, Lamb, and Veal. Highest prices paid. It will pay you to communicate with (43, 854, 287, 904)
ad-signature: DALGETY AND CO., LTD., WELLINGTON. (1144, 267, 1450, 284)
ad-body: SHEEP Farm required between Hunterville and Feilding. Send full particulars, to (780, 1099, 998, 1124)
ad-body: GOOD OPENING FOR EXPERIENCED FARMERS WITH SMALL CAPITAL. OHURA VALLEY DISTRICT, On Main Stratford-Okahukura Line. 1400 ACRES, 300 in good grass; easy country; 1 miles fencing; carry 2 sheep to acre. Price, £4 per acre. 1200 ACRES, 600 in grass; 2 sheep country; sheds on section; good fencing. Price, £4 per acre. The two above Sections must be sold within 7 months. (43, 991, 287, 1091)
advertisement (541, 769, 767, 973)
ad-signature: MATTHEWS, GAMLIN AND CO., AUCTIONEERS, FEILDING. (1637, 1220, 1873, 1256)
ad-body: FOR SALE, Dairy Farm, 3 acres, a very choice property, highly improved; close to dairy factory, school, P.O., store, etc.; good dwelling and outbuildings; sound stock and plant; 80 cows. DAIRY FARM FOR SALE—100 acres first-class Dairy farm, near dairy factory, P.O., railway station, school, etc. Price, £45 per acre. (1595, 1832, 1914, 1894)
advertisement (1012, 1452, 1582, 1556)
ad-signature: Apply to 'Ever-Ready', Wellington. (49, 1401, 281, 1418)
advertisement (541, 1204, 767, 1358)
ad-heading: IMPORTANT TO THE TRADE. (550, 411, 757, 427)
ad-body: 3200 ACRES, Freehold, 10 miles from Taihape, good road; 2 miles from school and creamery; 600 acres been ploughed and under cultivation, 600 acres ploughable, where cleared; 4-roomed house, woolshed with 2 stands, large dip, yards, etc. Price, £4 10s. per acre. Arrange terms. (541, 1238, 767, 1312)
advertisement (1595, 963, 1914, 1058)
ad-heading: HARCOURT & CO., LAND AGENTS AND AUCTIONEERS, WELLINGTON. (784, 130, 994, 177)
ad-body: 199 ACRES, all grassed, except 15 acres crops; all ploughable; carrying capacity 80 cows, and a lot of dry cattle, at 40 head cattle, pigs, etc.; all easily on 5 1/2 years; 5-roomed house, cowshed, etc. Price £17 10s. per acre. (1595, 1097, 1914, 1146)
ad-body: 2000 ACRES, Freehold, L.T. Title, situated under 12 miles from Hunterville, where there is a splendid township and good railway. About 1000 acres are splendid sheep and cattle country, with broad-topped hills and wide open valleys. Water is abundant all over the property, which has well fenced and subdivided into 12 paddocks. The property is subdivided into several paddocks. There is a good homestead, including 6-roomed House, men's quarters, woolshed, yards, dip, etc. PRICE, £9 per acre. Terms arranged. (1012, 444, 1582, 493)
ad-signature: F. P. CORKILL, NEW PLYMOUTH. (1173, 660, 1420, 677)
ad-heading: HAWKE'S BAY COAST FARM. (786, 954, 992, 971)
ad-signature: "S.M.," "Dominion" Office. (796, 1239, 983, 1257)
ad-signature: E. C. SPARKSMAN, LAND SALESMAN, RICHMOND, PALMERSTON NORTH. (1021, 1048, 1573, 1066)
ad-heading: FOR QUICK SALE, MANAWATU LINE. (1622, 825, 1887, 842)
